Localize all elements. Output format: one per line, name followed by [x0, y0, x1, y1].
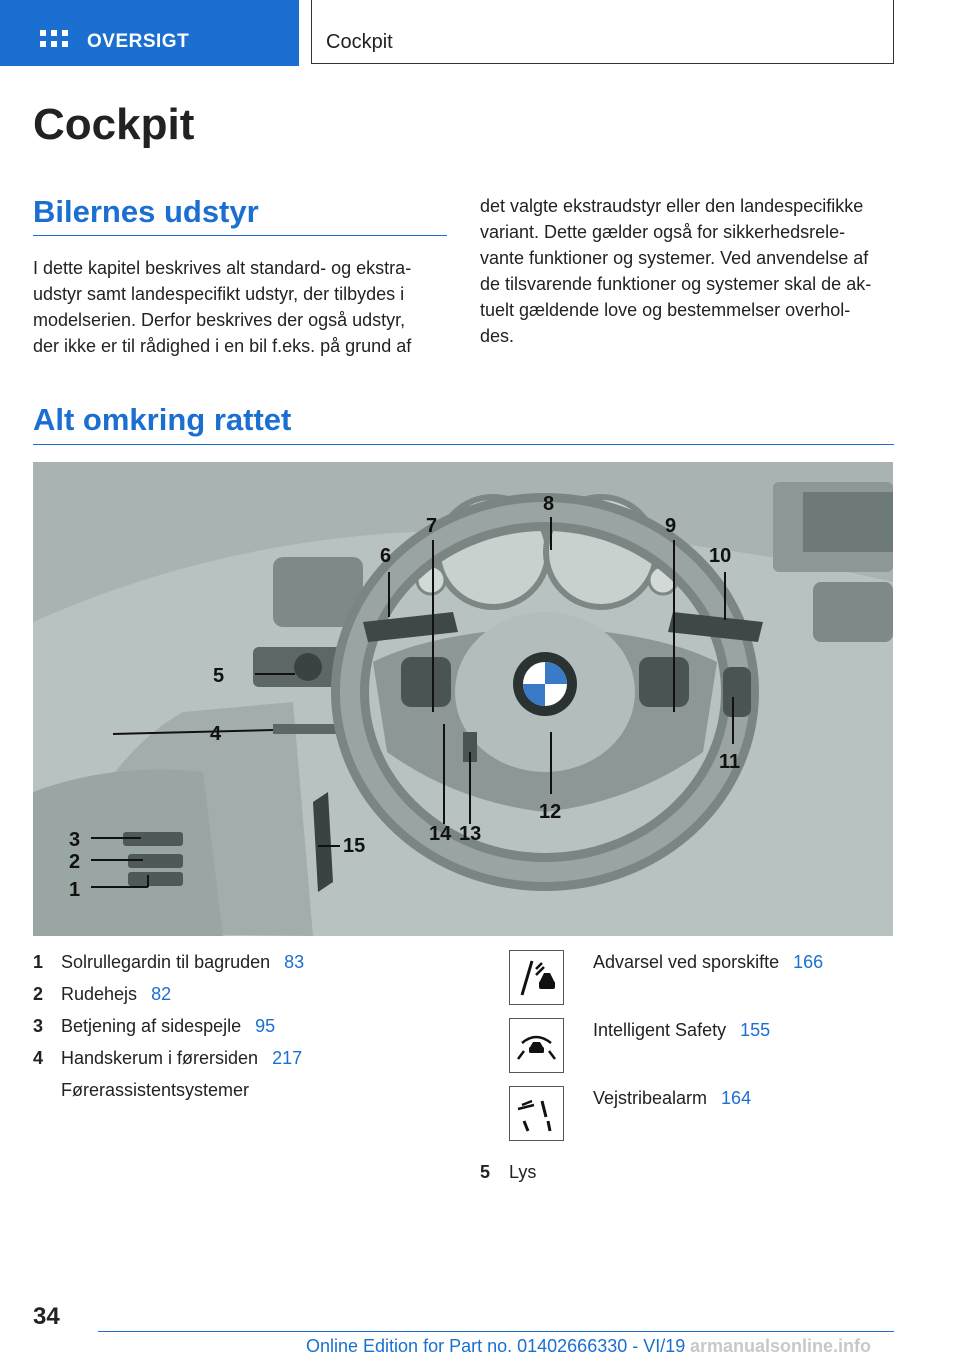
watermark: armanualsonline.info [690, 1336, 872, 1356]
text-line: der ikke er til rådighed i en bil f.eks. på grund af [33, 336, 412, 356]
callout-number: 14 [429, 823, 452, 845]
page-reference-link[interactable]: 217 [272, 1048, 303, 1068]
tab-overview-label: OVERSIGT [87, 31, 190, 52]
item-text: Solrullegardin til bagruden [61, 952, 271, 972]
text-line: des. [480, 326, 515, 346]
footer-edition: Online Edition for Part no. 01402666330 - VI/19 [306, 1336, 686, 1356]
item-text: Intelligent Safety [593, 1020, 727, 1040]
item-number: 2 [33, 984, 44, 1004]
page-reference-link[interactable]: 166 [793, 952, 824, 972]
text-line: det valgte ekstraudstyr eller den landespecifikke [480, 196, 864, 216]
callout-number: 3 [69, 829, 81, 851]
callout-number: 4 [210, 723, 222, 745]
text-line: de tilsvarende funktioner og systemer skal de ak- [480, 274, 872, 294]
callout-number: 13 [459, 823, 482, 845]
item-text: Vejstribealarm [593, 1088, 708, 1108]
section-rule [33, 235, 447, 236]
page-reference-link[interactable]: 95 [255, 1016, 276, 1036]
page-title: Cockpit [33, 100, 195, 149]
item-text: Handskerum i førersiden [61, 1048, 259, 1068]
footer-rule [98, 1331, 894, 1332]
item-number: 1 [33, 952, 44, 972]
section-rule [33, 444, 894, 445]
callout-number: 9 [665, 515, 677, 537]
item-text: Lys [509, 1162, 537, 1182]
text-line: modelserien. Derfor beskrives der også udstyr, [33, 310, 406, 330]
legend-right-item [593, 952, 823, 973]
grid-icon [40, 30, 68, 52]
callout-number: 1 [69, 879, 81, 901]
breadcrumb-current[interactable]: Cockpit [326, 31, 393, 53]
callout-number: 5 [213, 665, 225, 687]
item-text: Betjening af sidespejle [61, 1016, 242, 1036]
item-number: 3 [33, 1016, 44, 1036]
callout-number: 10 [709, 545, 732, 567]
cockpit-illustration [33, 462, 893, 936]
breadcrumb [311, 0, 894, 64]
text-line: variant. Dette gælder også for sikkerhedsrele- [480, 222, 846, 242]
legend-right-item [593, 1088, 751, 1109]
section-heading-steering-wheel: Alt omkring rattet [33, 402, 292, 437]
callout-number: 15 [343, 835, 366, 857]
text-line: tuelt gældende love og bestemmelser overhol- [480, 300, 851, 320]
text-line: vante funktioner og systemer. Ved anvendelse af [480, 248, 869, 268]
section-heading-equipment: Bilernes udstyr [33, 194, 259, 229]
lane-departure-warning-icon [509, 1086, 564, 1141]
callout-number: 7 [426, 515, 438, 537]
item-text: Advarsel ved sporskifte [593, 952, 780, 972]
legend-right-item [593, 1020, 770, 1041]
text-line: udstyr samt landespecifikt udstyr, der tilbydes i [33, 284, 405, 304]
callout-number: 8 [543, 493, 555, 515]
cockpit-drawing [33, 462, 893, 936]
lane-change-warning-icon [509, 950, 564, 1005]
text-line: I dette kapitel beskrives alt standard- og ekstra- [33, 258, 412, 278]
item-text: Førerassistentsystemer [61, 1080, 250, 1100]
intelligent-safety-icon [509, 1018, 564, 1073]
item-number: 5 [480, 1162, 491, 1182]
page-number: 34 [33, 1303, 60, 1330]
item-text: Rudehejs [61, 984, 138, 1004]
callout-number: 11 [719, 751, 741, 773]
page-reference-link[interactable]: 82 [151, 984, 172, 1004]
page-reference-link[interactable]: 155 [740, 1020, 771, 1040]
page-reference-link[interactable]: 83 [284, 952, 305, 972]
page-reference-link[interactable]: 164 [721, 1088, 752, 1108]
callout-number: 2 [69, 851, 81, 873]
tab-overview[interactable] [0, 0, 299, 66]
intro-paragraph-col1 [33, 255, 411, 359]
callout-number: 12 [539, 801, 562, 823]
callout-number: 6 [380, 545, 392, 567]
top-bar [0, 0, 960, 66]
intro-paragraph-col2 [480, 193, 871, 349]
item-number: 4 [33, 1048, 44, 1068]
